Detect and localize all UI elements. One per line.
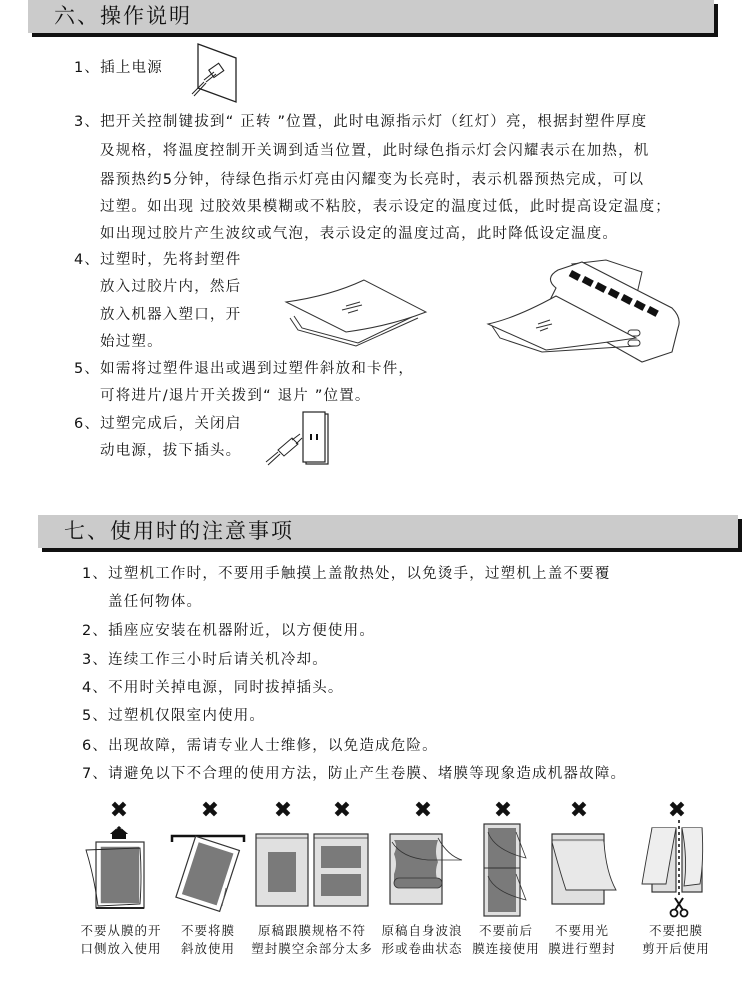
step-4-line-2: 放入过胶片内，然后	[100, 279, 242, 295]
caption-blank: 不要用光 膜进行塑封	[548, 923, 616, 956]
notice-1-line-2: 盖任何物体。	[108, 594, 203, 610]
notice-3: 3、连续工作三小时后请关机冷却。	[82, 652, 328, 668]
notice-1-line-1: 1、过塑机工作时，不要用手触摸上盖散热处，以免烫手，过塑机上盖不要覆	[82, 566, 611, 582]
notice-7: 7、请避免以下不合理的使用方法，防止产生卷膜、堵膜等现象造成机器故障。	[82, 766, 627, 782]
step-3-line-1: 3、把开关控制键拔到“ 正转 ”位置，此时电源指示灯（红灯）亮，根据封塑件厚度	[74, 114, 648, 130]
prohibited-mark: ✖	[569, 798, 589, 823]
step-3-line-5: 如出现过胶片产生波纹或气泡，表示设定的温度过高，此时降低设定温度。	[100, 226, 619, 242]
step-5-line-1: 5、如需将过塑件退出或遇到过塑件斜放和卡件，	[74, 361, 415, 377]
step-6-line-1: 6、过塑完成后，关闭启	[74, 416, 242, 432]
step-3-line-2: 及规格，将温度控制开关调到适当位置，此时绿色指示灯会闪耀表示在加热，机	[100, 143, 650, 159]
unplug-icon	[262, 410, 332, 468]
step-4-line-1: 4、过塑时，先将封塑件	[74, 252, 242, 268]
size-mismatch-icon	[254, 832, 370, 908]
caption-wavy: 原稿自身波浪 形或卷曲状态	[381, 923, 463, 956]
skewed-film-icon	[168, 826, 248, 916]
prohibited-mark: ✖	[667, 798, 687, 823]
caption-joined: 不要前后 膜连接使用	[472, 923, 540, 956]
prohibited-mark: ✖	[273, 798, 293, 823]
joined-films-icon	[480, 822, 530, 918]
prohibited-mark: ✖	[413, 798, 433, 823]
power-plug-in-icon	[190, 42, 250, 104]
caption-open-side: 不要从膜的开 口侧放入使用	[80, 923, 162, 956]
notice-4: 4、不用时关掉电源，同时拔掉插头。	[82, 680, 344, 696]
cut-film-icon	[640, 820, 710, 920]
step-1-text: 1、插上电源	[74, 60, 163, 76]
step-4-line-3: 放入机器入塑口，开	[100, 307, 242, 323]
caption-size-mismatch: 原稿跟膜规格不符 塑封膜空余部分太多	[251, 923, 373, 956]
caption-skewed: 不要将膜 斜放使用	[180, 923, 235, 956]
step-6-line-2: 动电源，拔下插头。	[100, 443, 242, 459]
step-5-line-2: 可将进片/退片开关拨到“ 退片 ”位置。	[100, 388, 371, 404]
wavy-document-icon	[388, 832, 464, 912]
section-7-header	[38, 515, 738, 548]
open-side-insert-icon	[84, 826, 154, 916]
blank-film-icon	[550, 832, 620, 912]
caption-cut: 不要把膜 剪开后使用	[642, 923, 710, 956]
notice-5: 5、过塑机仅限室内使用。	[82, 708, 266, 724]
prohibited-mark: ✖	[200, 798, 220, 823]
step-4-line-4: 始过塑。	[100, 334, 163, 350]
section-6-title: 六、操作说明	[54, 4, 192, 28]
notice-2: 2、插座应安装在机器附近，以方便使用。	[82, 623, 376, 639]
prohibited-mark: ✖	[493, 798, 513, 823]
laminator-machine-icon	[486, 258, 686, 368]
laminating-pouch-icon	[280, 268, 430, 348]
prohibited-mark: ✖	[332, 798, 352, 823]
notice-6: 6、出现故障，需请专业人士维修，以免造成危险。	[82, 738, 438, 754]
scissors-icon	[671, 898, 688, 917]
section-6-header	[28, 0, 714, 33]
step-3-line-4: 过塑。如出现 过胶效果模糊或不粘胶，表示设定的温度过低，此时提高设定温度；	[100, 199, 672, 215]
section-7-title: 七、使用时的注意事项	[64, 519, 294, 543]
prohibited-mark: ✖	[109, 798, 129, 823]
step-3-line-3: 器预热约5分钟，待绿色指示灯亮由闪耀变为长亮时，表示机器预热完成，可以	[100, 172, 645, 188]
